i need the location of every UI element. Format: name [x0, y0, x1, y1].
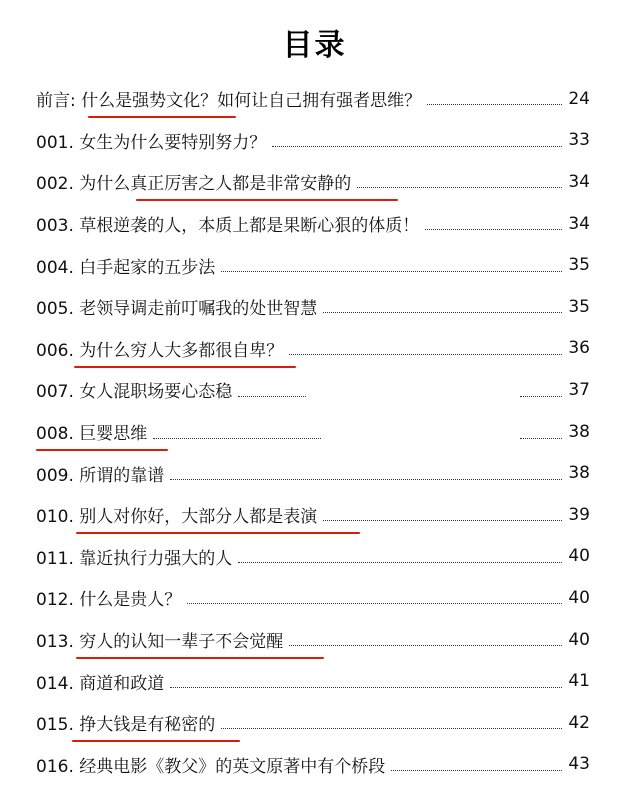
entry-text: 巨婴思维: [79, 424, 148, 445]
entry-label: [36, 544, 232, 569]
entry-text: 为什么穷人大多都很自卑？: [79, 340, 284, 361]
dot-leader: [391, 770, 562, 771]
entry-label: [36, 169, 351, 194]
dot-leader: [272, 146, 562, 147]
dot-leader: [425, 229, 562, 230]
entry-label: [36, 461, 164, 486]
entry-page-number: 34: [568, 171, 590, 192]
entry-text: 老领导调走前叮嘱我的处世智慧: [79, 299, 318, 320]
entry-prefix: 004.: [36, 257, 80, 278]
entry-page-number: 38: [568, 463, 590, 484]
toc-entry-016[interactable]: [36, 744, 590, 785]
entry-label: [36, 86, 421, 111]
dot-leader: [427, 104, 562, 105]
dot-leader: [289, 354, 562, 355]
entry-text: 女人混职场要心态稳: [79, 382, 233, 403]
toc-entry-004[interactable]: [36, 244, 590, 286]
entry-label: [36, 669, 164, 694]
entry-prefix: 014.: [36, 673, 80, 694]
entry-label: [36, 294, 317, 319]
entry-prefix: 013.: [36, 632, 80, 653]
toc-entry-preface[interactable]: [36, 78, 590, 120]
entry-prefix: 002.: [36, 174, 80, 195]
entry-prefix: 005.: [36, 299, 80, 320]
dot-leader: [170, 687, 562, 688]
entry-page-number: 37: [568, 379, 590, 400]
red-underline: [76, 532, 360, 534]
toc-list: [36, 78, 590, 785]
entry-text: 女生为什么要特别努力？: [79, 132, 267, 153]
entry-text: 靠近执行力强大的人: [79, 548, 233, 569]
entry-label: [36, 710, 215, 735]
entry-page-number: 40: [568, 587, 590, 608]
entry-prefix: 015.: [36, 715, 80, 736]
entry-page-number: 40: [568, 629, 590, 650]
entry-label: [36, 128, 266, 153]
entry-label: [36, 211, 419, 236]
dot-leader: [323, 520, 562, 521]
entry-page-number: 35: [568, 296, 590, 317]
toc-entry-015[interactable]: [36, 702, 590, 744]
entry-text: 别人对你好，大部分人都是表演: [79, 507, 318, 528]
entry-page-number: 33: [568, 130, 590, 151]
entry-text: 什么是贵人？: [79, 590, 182, 611]
dot-leader: [289, 645, 562, 646]
toc-entry-014[interactable]: [36, 660, 590, 702]
entry-label: [36, 253, 215, 278]
entry-prefix: 001.: [36, 132, 80, 153]
dot-leader: [238, 562, 562, 563]
dot-leader: [221, 271, 562, 272]
red-underline: [88, 116, 236, 118]
entry-text: 穷人的认知一辈子不会觉醒: [79, 632, 284, 653]
entry-prefix: 006.: [36, 340, 80, 361]
entry-prefix: 003.: [36, 216, 80, 237]
page-title: 目录: [282, 28, 347, 63]
entry-label: [36, 419, 147, 444]
entry-label: [36, 752, 385, 777]
entry-prefix: 011.: [36, 548, 80, 569]
entry-page-number: 34: [568, 213, 590, 234]
entry-page-number: 43: [568, 754, 590, 775]
entry-prefix: 前言:: [36, 91, 82, 112]
entry-label: [36, 502, 317, 527]
entry-page-number: 36: [568, 338, 590, 359]
toc-entry-001[interactable]: [36, 120, 590, 162]
entry-label: [36, 627, 283, 652]
dot-leader: [170, 479, 562, 480]
red-underline: [72, 740, 240, 742]
entry-prefix: 010.: [36, 507, 80, 528]
entry-page-number: 39: [568, 504, 590, 525]
entry-text: 白手起家的五步法: [79, 257, 216, 278]
toc-entry-003[interactable]: [36, 203, 590, 245]
toc-entry-002[interactable]: [36, 161, 590, 203]
toc-entry-009[interactable]: [36, 452, 590, 494]
entry-text: 经典电影《教父》的英文原著中有个桥段: [79, 756, 386, 777]
toc-entry-010[interactable]: [36, 494, 590, 536]
entry-prefix: 008.: [36, 424, 80, 445]
dot-leader: [221, 728, 562, 729]
toc-entry-011[interactable]: [36, 536, 590, 578]
entry-label: [36, 377, 232, 402]
toc-entry-005[interactable]: [36, 286, 590, 328]
entry-text: 挣大钱是有秘密的: [79, 715, 216, 736]
dot-leader: [187, 603, 562, 604]
toc-entry-006[interactable]: [36, 328, 590, 370]
entry-page-number: 42: [568, 712, 590, 733]
entry-prefix: 009.: [36, 465, 80, 486]
dot-leader: [357, 187, 562, 188]
red-underline: [76, 657, 324, 659]
entry-text: 商道和政道: [79, 673, 165, 694]
entry-text: 草根逆袭的人，本质上都是果断心狠的体质！: [79, 216, 420, 237]
entry-page-number: 35: [568, 255, 590, 276]
toc-entry-008[interactable]: [36, 411, 590, 453]
entry-text: 什么是强势文化？如何让自己拥有强者思维？: [81, 91, 422, 112]
entry-prefix: 012.: [36, 590, 80, 611]
entry-page-number: 38: [568, 421, 590, 442]
entry-label: [36, 336, 283, 361]
entry-text: 为什么真正厉害之人都是非常安静的: [79, 174, 352, 195]
dot-leader: [323, 312, 562, 313]
entry-page-number: 40: [568, 546, 590, 567]
toc-entry-012[interactable]: [36, 577, 590, 619]
entry-page-number: 41: [568, 671, 590, 692]
red-underline: [74, 366, 296, 368]
red-underline: [136, 199, 398, 201]
toc-entry-013[interactable]: [36, 619, 590, 661]
entry-text: 所谓的靠谱: [79, 465, 165, 486]
entry-label: [36, 585, 181, 610]
entry-page-number: 24: [568, 88, 590, 109]
toc-entry-007[interactable]: [36, 369, 590, 411]
entry-prefix: 016.: [36, 756, 80, 777]
entry-prefix: 007.: [36, 382, 80, 403]
red-underline: [36, 449, 168, 451]
